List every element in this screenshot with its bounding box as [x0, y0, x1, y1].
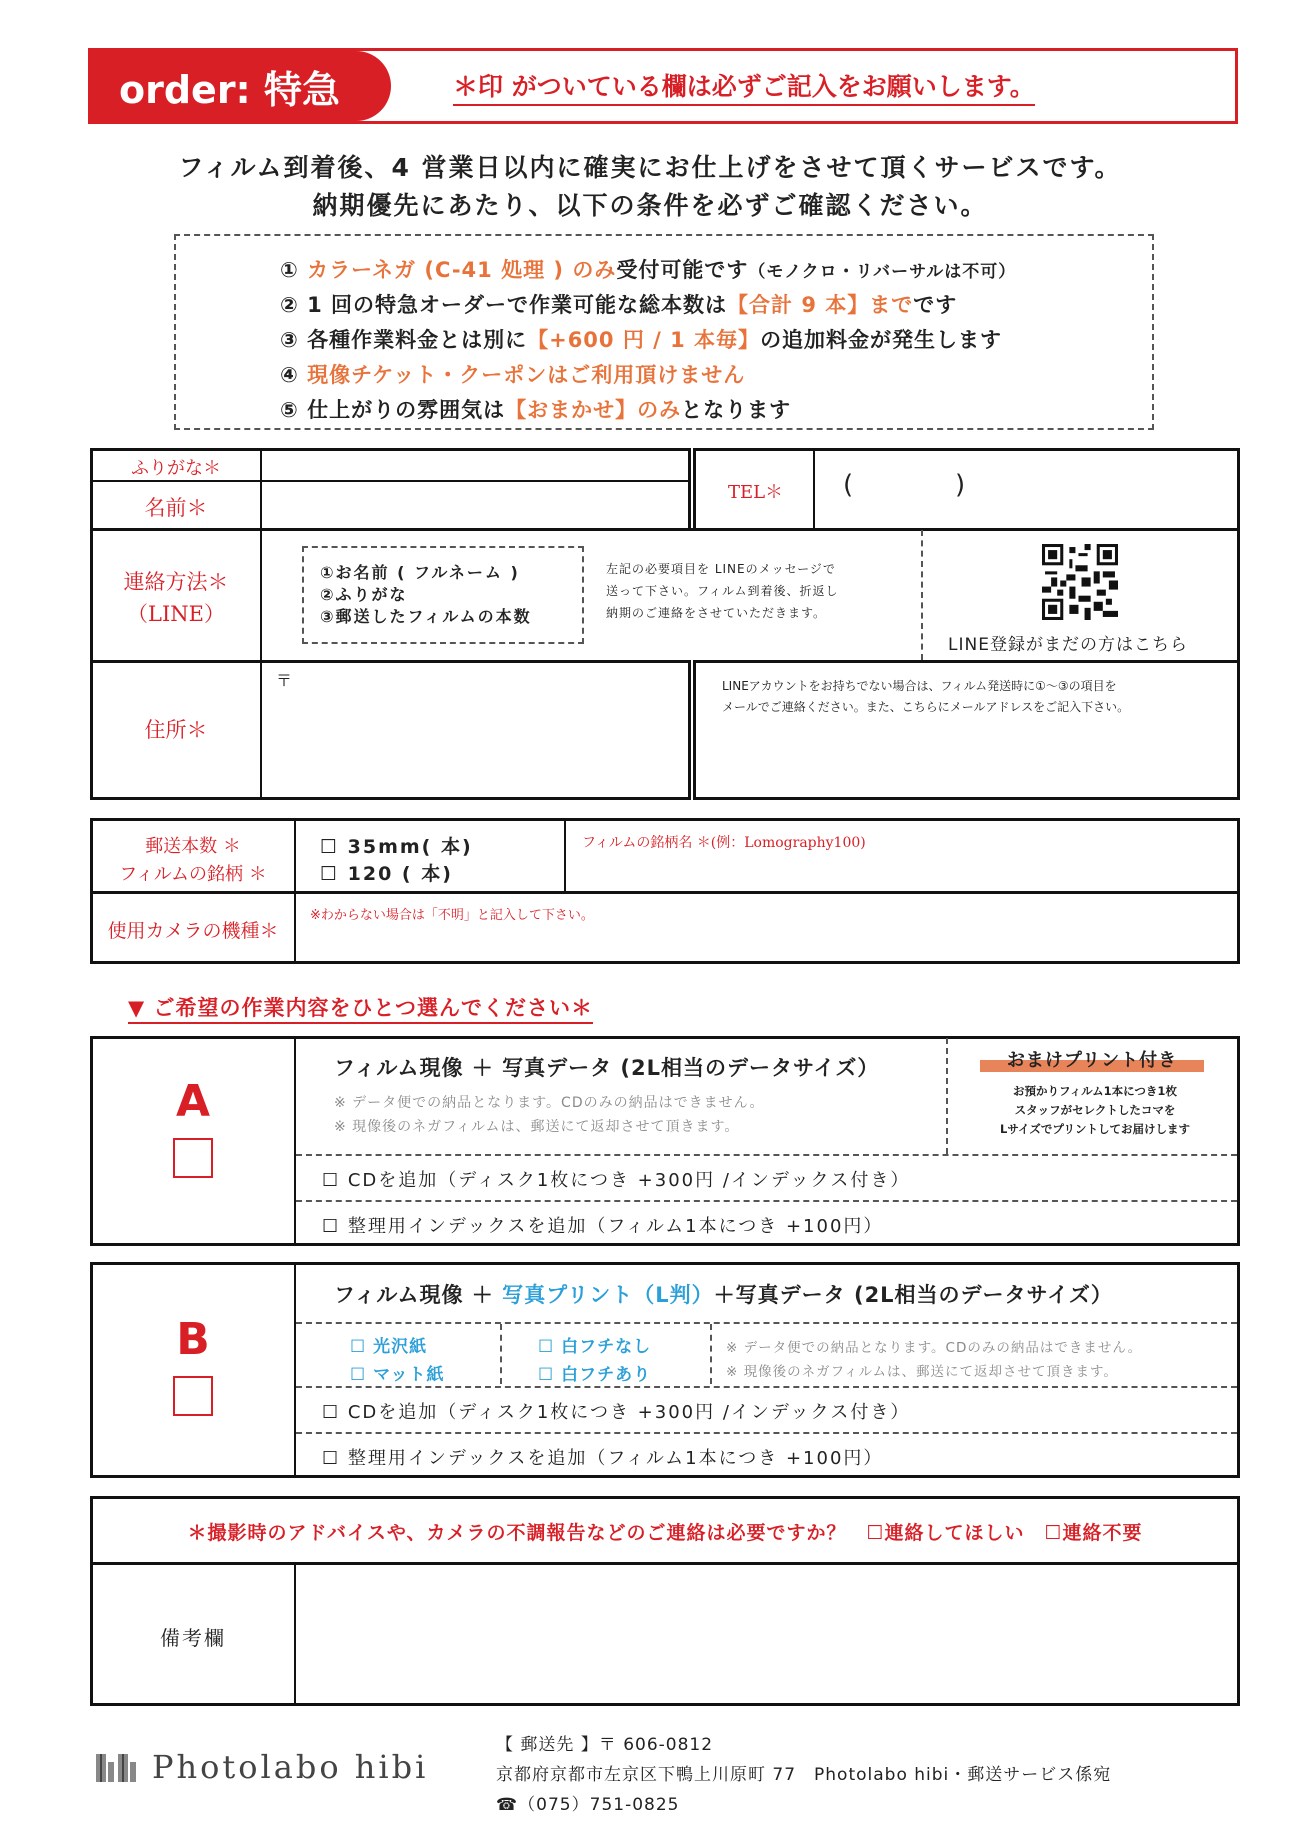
condition-3: ③ 各種作業料金とは別に【+600 円 / 1 本毎】の追加料金が発生します: [280, 328, 1003, 352]
option-b-note-2: ※ 現像後のネガフィルムは、郵送にて返却させて頂きます。: [726, 1364, 1118, 1380]
option-a-title: フィルム現像 ＋ 写真データ (2L相当のデータサイズ）: [334, 1056, 880, 1080]
film-count-label: 郵送本数 ＊: [145, 836, 241, 857]
address-note: LINEアカウントをお持ちでない場合は、フィルム発送時に①〜③の項目を メールでご連絡ください。また、こちらにメールアドレスをご記入下さい。: [722, 679, 1130, 714]
contact-item-3: ③郵送したフィルムの本数: [320, 607, 532, 626]
phone-number: ☎（075）751-0825: [496, 1795, 680, 1815]
tel-label: TEL＊: [727, 482, 784, 503]
line-qr-code[interactable]: [1042, 544, 1118, 620]
postal-mark: 〒: [276, 671, 293, 690]
condition-4: ④ 現像チケット・クーポンはご利用頂けません: [280, 363, 746, 387]
no-border-checkbox[interactable]: ☐ 白フチなし: [538, 1337, 652, 1357]
option-a-note-1: ※ データ便での納品となります。CDのみの納品はできません。: [334, 1095, 765, 1111]
contact-preference-question[interactable]: ＊撮影時のアドバイスや、カメラの不調報告などのご連絡は必要ですか？ ☐連絡してほしい ☐連絡不要: [187, 1522, 1143, 1544]
bonus-print-title: おまけプリント付き: [1006, 1050, 1178, 1071]
brand-name: Photolabo hibi: [152, 1748, 429, 1786]
furigana-input[interactable]: [262, 450, 688, 480]
option-b-checkbox[interactable]: [173, 1376, 213, 1416]
name-label: 名前＊: [144, 496, 208, 520]
white-border-checkbox[interactable]: ☐ 白フチあり: [538, 1365, 652, 1385]
film-brand-label: フィルムの銘柄 ＊: [119, 864, 267, 885]
option-b-title: フィルム現像 ＋ 写真プリント（L判）＋写真データ (2L相当のデータサイズ）: [334, 1283, 1113, 1307]
line-required-items: [302, 546, 584, 644]
camera-model-label: 使用カメラの機種＊: [107, 920, 279, 942]
bonus-print-description: お預かりフィルム1本につき1枚 スタッフがセレクトしたコマを Lサイズでプリントしてお届けします: [1000, 1084, 1190, 1136]
contact-item-1: ①お名前 ( フルネーム ): [320, 563, 520, 582]
tel-input[interactable]: [815, 450, 1235, 528]
work-selection-prompt: ▼ ご希望の作業内容をひとつ選んでください＊: [128, 992, 593, 1024]
required-fields-note: ＊印 がついている欄は必ずご記入をお願いします。: [453, 67, 1035, 106]
film-35mm-checkbox[interactable]: ☐ 35mm( 本): [320, 836, 473, 858]
condition-1: ① カラーネガ (C-41 処理 ) のみ受付可能です（モノクロ・リバーサルは不可）: [280, 258, 1017, 282]
option-b-cd-addon[interactable]: ☐ CDを追加（ディスク1枚につき +300円 /インデックス付き）: [322, 1402, 911, 1423]
glossy-paper-checkbox[interactable]: ☐ 光沢紙: [350, 1337, 428, 1357]
film-brand-field[interactable]: フィルムの銘柄名 ＊(例：Lomography100): [582, 835, 866, 851]
furigana-label: ふりがな＊: [131, 458, 221, 479]
option-b-index-addon[interactable]: ☐ 整理用インデックスを追加（フィルム1本につき +100円）: [322, 1448, 884, 1469]
contact-method-sub: （LINE）: [127, 602, 225, 626]
matte-paper-checkbox[interactable]: ☐ マット紙: [350, 1365, 445, 1385]
option-a-index-addon[interactable]: ☐ 整理用インデックスを追加（フィルム1本につき +100円）: [322, 1216, 884, 1237]
intro-line-2: 納期優先にあたり、以下の条件を必ずご確認ください。: [312, 191, 988, 220]
condition-5: ⑤ 仕上がりの雰囲気は【おまかせ】のみとなります: [280, 398, 792, 422]
contact-item-2: ②ふりがな: [320, 585, 408, 604]
camera-model-input[interactable]: [298, 924, 1236, 962]
option-a-cd-addon[interactable]: ☐ CDを追加（ディスク1枚につき +300円 /インデックス付き）: [322, 1170, 911, 1191]
camera-model-note: ※わからない場合は「不明」と記入して下さい。: [310, 908, 594, 923]
address-input[interactable]: [262, 664, 688, 798]
option-b-note-1: ※ データ便での納品となります。CDのみの納品はできません。: [726, 1340, 1143, 1356]
contact-method-label: 連絡方法＊: [123, 570, 229, 594]
photolabo-logo-icon: [96, 1752, 142, 1784]
option-a-note-2: ※ 現像後のネガフィルムは、郵送にて返却させて頂きます。: [334, 1119, 740, 1135]
condition-2: ② 1 回の特急オーダーで作業可能な総本数は【合計 9 本】までです: [280, 293, 958, 317]
film-120-checkbox[interactable]: ☐ 120 ( 本): [320, 863, 453, 885]
name-input[interactable]: [262, 482, 688, 528]
header-banner: [88, 48, 1238, 124]
address-label: 住所＊: [144, 718, 208, 742]
intro-line-1: フィルム到着後、4 営業日以内に確実にお仕上げをさせて頂くサービスです。: [178, 153, 1122, 182]
remarks-input[interactable]: [298, 1566, 1236, 1704]
tel-paren-close: ): [955, 470, 966, 500]
contact-description: 左記の必要項目を LINEのメッセージで 送って下さい。フィルム到着後、折返し 納期のご連絡をさせていただきます。: [606, 562, 839, 620]
conditions-box: [174, 234, 1154, 430]
email-input[interactable]: [698, 720, 1236, 798]
option-a-checkbox[interactable]: [173, 1138, 213, 1178]
remarks-label: 備考欄: [160, 1626, 226, 1650]
mail-to-label: 【 郵送先 】〒 606-0812: [496, 1735, 714, 1755]
mailing-address: 京都府京都市左京区下鴨上川原町 77 Photolabo hibi・郵送サービス係宛: [496, 1765, 1112, 1785]
line-register-link[interactable]: LINE登録がまだの方はこちら: [948, 635, 1188, 655]
option-b-letter: B: [176, 1314, 210, 1365]
option-a-letter: A: [175, 1076, 211, 1127]
tel-paren-open: (: [843, 470, 854, 500]
order-type-tab: order: 特急: [91, 51, 391, 121]
